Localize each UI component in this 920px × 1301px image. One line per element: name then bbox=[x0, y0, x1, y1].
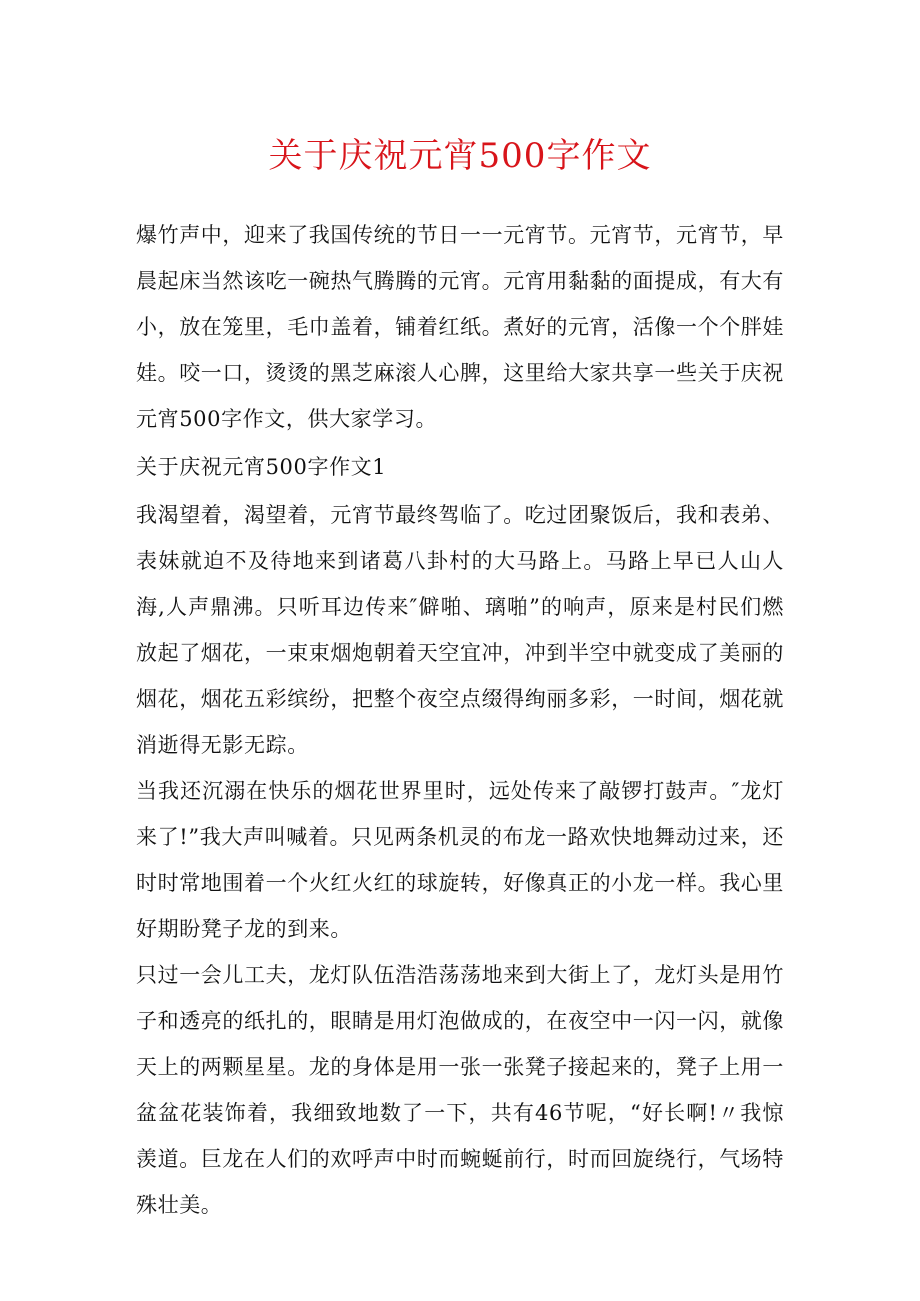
body-paragraph: 当我还沉溺在快乐的烟花世界里时，远处传来了敲锣打鼓声。″龙灯来了!”我大声叫喊着。只见两条机灵的布龙一路欢快地舞动过来，还时时常地围着一个火红火红的球旋转，好像真正的小龙一样。我心里好期盼凳子龙的到来。 bbox=[136, 779, 784, 941]
document-title: 关于庆祝元宵500字作文 bbox=[268, 136, 652, 176]
body-paragraph: 我渴望着，渴望着，元宵节最终驾临了。吃过团聚饭后，我和表弟、表妹就迫不及待地来到诸葛八卦村的大马路上。马路上早已人山人海,人声鼎沸。只听耳边传来″僻啪、璃啪”的响声，原来是村民们燃放起了烟花，一束束烟炮朝着天空宜冲，冲到半空中就变成了美丽的烟花，烟花五彩缤纷，把整个夜空点缀得绚丽多彩，一时间，烟花就消逝得无影无踪。 bbox=[136, 503, 784, 757]
section-heading: 关于庆祝元宵500字作文1 bbox=[136, 455, 387, 479]
intro-paragraph: 爆竹声中，迎来了我国传统的节日一一元宵节。元宵节，元宵节，早晨起床当然该吃一碗热气腾腾的元宵。元宵用黏黏的面提成，有大有小，放在笼里，毛巾盖着，铺着红纸。煮好的元宵，活像一个个胖娃娃。咬一口，烫烫的黑芝麻滚人心脾，这里给大家共享一些关于庆祝元宵500字作文，供大家学习。 bbox=[136, 223, 784, 431]
body-paragraph: 只过一会儿工夫，龙灯队伍浩浩荡荡地来到大街上了，龙灯头是用竹子和透亮的纸扎的，眼睛是用灯泡做成的，在夜空中一闪一闪，就像天上的两颗星星。龙的身体是用一张一张凳子接起来的，凳子上用一盆盆花装饰着，我细致地数了一下，共有46节呢，“好长啊!〃我惊羡道。巨龙在人们的欢呼声中时而蜿蜒前行，时而回旋绕行，气场特殊壮美。 bbox=[136, 963, 784, 1217]
document-body bbox=[136, 212, 784, 1228]
